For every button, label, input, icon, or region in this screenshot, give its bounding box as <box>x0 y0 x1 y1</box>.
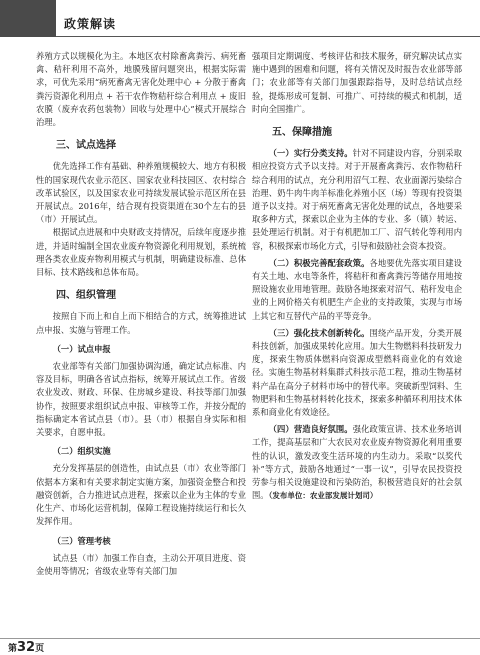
measure-title: （二）积极完善配套政策。 <box>268 257 370 268</box>
page-number-value: 32 <box>17 640 36 655</box>
header-color-block <box>0 0 56 37</box>
measure-title: （四）营造良好氛围。 <box>268 424 353 435</box>
paragraph: 农业部等有关部门加强协调沟通，确定试点标准、内容及目标，明确各省试点指标，统筹开展试点工作。省级农业发改、财政、环保、住房城乡建设、科技等部门加强协作，按照要求组织试点申报、审核等工作，并按分配的指标确定本省试点县（市）。县（市）根据自身实际和相关要求，自愿申报。 <box>36 361 246 438</box>
subsection-heading <box>53 535 246 548</box>
section-heading: 三、试点选择 <box>56 140 116 152</box>
right-column <box>252 50 462 503</box>
paragraph <box>252 423 462 502</box>
page-header <box>0 0 480 45</box>
paragraph: 充分发挥基层的创造性，由试点县（市）农业等部门依据本方案和有关要求制定实施方案，加强资金整合和投融资创新，合力推进试点进程，探索以企业为主体的专业化生产、市场化运营机制，保障工程设施持续运行和长久发挥作用。 <box>36 463 246 527</box>
subsection-heading <box>53 343 246 356</box>
paragraph <box>252 327 462 419</box>
section-heading: 四、组织管理 <box>56 290 116 302</box>
page-footer <box>0 630 480 655</box>
page-prefix: 第 <box>8 644 18 654</box>
subsection-title: （二）组织实施 <box>52 446 111 457</box>
subsection-title: （三）管理考核 <box>52 535 111 546</box>
page-number <box>8 640 44 655</box>
measure-text: 针对不同建设内容，分别采取相应投资方式予以支持。对于开展畜禽粪污、农作物秸秆综合利用的试点，充分利用沼气工程、农业面源污染综合治理、奶牛肉牛肉羊标准化养殖小区（场）等现有投资渠道予以支持。对于病死畜禽无害化处理的试点，各地要采取多种方式，探索以企业为主体的专业、多（镇）转运、县处理运行机制。对于有机肥加工厂、沼气转化等利用内容，积极探索市场化方式，引导和鼓励社会资本投资。 <box>252 148 462 251</box>
paragraph <box>252 147 462 253</box>
measure-text: 强化政策宣讲、技术业务培训工作，提高基层和广大农民对农业废弃物资源化利用重要性的认识，激发改变生活环境的内生动力。采取“以奖代补”等方式，鼓励各地通过“一事一议”，引导农民投资投劳参与相关设施建设和污染防治，积极营造良好的社会氛围。 <box>252 424 462 501</box>
paragraph: 养殖方式以规模化为主。本地区农村除畜禽粪污、病死畜禽、秸秆利用不高外，地膜残留问题突出，根据实际需求，可优先采用“病死畜禽无害化处理中心 + 分散于畜禽粪污资源化利用点 + 若干农作物秸秆综合利用点 + 废旧农膜（废弃农药包装物）回收与处理中心”模式开展综合治理。 <box>36 51 246 128</box>
footer-rule <box>0 638 480 639</box>
subsection-heading <box>53 445 246 458</box>
section-heading: 五、保障措施 <box>272 127 332 139</box>
publisher-credit: （发布单位：农业部发展计划司） <box>268 491 378 501</box>
paragraph: 试点县（市）加强工作自查，主动公开项目进度、资金使用等情况；省级农业等有关部门加 <box>36 552 246 576</box>
paragraph: 强项目定期调度、考核评估和技术服务，研究解决试点实施中遇到的困难和问题，将有关情况及时报告农业部等部门；农业部等有关部门加强跟踪指导，及时总结试点经验，提炼形成可复制、可推广、可持续的模式和机制，适时向全国推广。 <box>252 51 462 114</box>
paragraph <box>252 257 462 323</box>
measure-text: 各地要优先落实项目建设有关土地、水电等条件，将秸秆和畜禽粪污等储存用地按照设施农业用地管理。鼓励各地探索对沼气、秸秆发电企业的上网价格关有机肥生产企业的支持政策，实现与市场上其它和互替代产品的平等竞争。 <box>252 257 462 321</box>
paragraph: 根据试点进展和中央财政支持情况，后续年度逐步推进，并适时编制全国农业废弃物资源化利用规划，系统梳理各类农业废弃物利用模式与机制，明确建设标准、总体目标、技术路线和总体布局。 <box>36 227 246 278</box>
measure-text: 围绕产品开发，分类开展科技创新，加强成果转化应用。加大生物燃料科技研发力度，探索生物质体燃料向资源成型燃料商业化的有效途径。实施生物基材料集群式科技示范工程，推动生物基材料产品在高分子材料市场中的替代率。突破新型饲料、生物肥料和生物基材料转化技术，探索多种循环利用技术体系和商业化有效途径。 <box>252 327 462 418</box>
page-suffix: 页 <box>35 644 45 654</box>
paragraph: 按照自下而上和自上而下相结合的方式，统筹推进试点申报、实施与管理工作。 <box>36 311 246 335</box>
section-title: 政策解读 <box>64 17 117 31</box>
measure-title: （一）实行分类支持。 <box>268 148 353 159</box>
header-rule <box>56 36 480 37</box>
paragraph: 优先选择工作有基础、种养殖规模较大、地方有积极性的国家现代农业示范区、国家农业科技园区、农村综合改革试验区，以及国家农业可持续发展试验示范区所在县开展试点。2016年，结合现有投资渠道在30个左右的县（市）开展试点。 <box>36 161 246 225</box>
subsection-title: （一）试点申报 <box>52 343 111 354</box>
measure-title: （三）强化技术创新转化。 <box>268 327 370 338</box>
left-column <box>36 50 246 578</box>
